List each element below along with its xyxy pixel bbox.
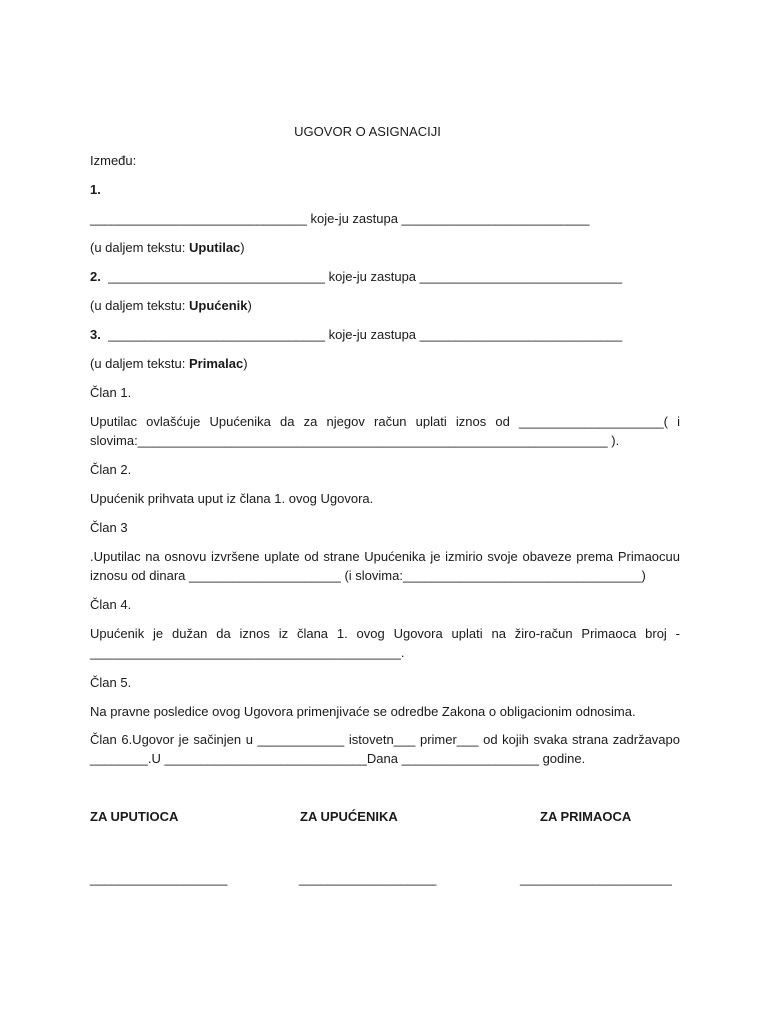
article6-line1: Član 6.Ugovor je sačinjen u ____________ istovetn___ primer___ od kojih svaka strana zadržavapo	[90, 732, 680, 747]
article2-heading: Član 2.	[90, 462, 132, 477]
article1-heading: Član 1.	[90, 385, 132, 400]
party2-note-prefix: (u daljem tekstu:	[90, 298, 189, 313]
article5-heading: Član 5.	[90, 675, 132, 690]
party2-number: 2.	[90, 269, 101, 284]
party1-note	[90, 239, 680, 257]
article3-line2: iznosu od dinara _____________________ (i slovima:_________________________________)	[90, 568, 646, 583]
article4-line2: ___________________________________________.	[90, 645, 405, 660]
between-label: Između:	[90, 153, 137, 168]
article2-text: Upućenik prihvata uput iz člana 1. ovog Ugovora.	[90, 491, 374, 506]
signature-label-upucenik: ZA UPUĆENIKA	[300, 809, 398, 824]
party1-number-text: 1.	[90, 182, 101, 197]
party3-note-suffix: )	[243, 356, 248, 371]
party3-note	[90, 355, 680, 373]
article5-text: Na pravne posledice ovog Ugovora primenjivaće se odredbe Zakona o obligacionim odnosima.	[90, 704, 636, 719]
signature-line-primalac: _____________________	[520, 871, 672, 886]
party2-row	[90, 268, 680, 286]
signature-line-upucenik: ___________________	[299, 871, 437, 886]
document-title: UGOVOR O ASIGNACIJI	[294, 124, 441, 139]
party1-note-prefix: (u daljem tekstu:	[90, 240, 189, 255]
party2-note	[90, 297, 680, 315]
party3-number: 3.	[90, 327, 101, 342]
article3-line1: .Uputilac na osnovu izvršene uplate od strane Upućenika je izmirio svoje obaveze prema Primaocuu	[90, 549, 680, 564]
party3-line: ______________________________ koje-ju zastupa ____________________________	[108, 327, 623, 342]
party1-number	[90, 181, 680, 199]
signature-line-uputilac: ___________________	[90, 871, 228, 886]
party1-role: Uputilac	[189, 240, 241, 255]
article1-line1: Uputilac ovlašćuje Upućenika da za njegov račun uplati iznos od ____________________( i	[90, 414, 680, 429]
party3-role: Primalac	[189, 356, 244, 371]
party3-row	[90, 326, 680, 344]
article4-line1: Upućenik je dužan da iznos iz člana 1. ovog Ugovora uplati na žiro-račun Primaoca broj -	[90, 626, 680, 641]
signature-label-primalac: ZA PRIMAOCA	[540, 809, 632, 824]
article4-heading: Član 4.	[90, 597, 132, 612]
party2-role: Upućenik	[189, 298, 248, 313]
article6-line2: ________.U ____________________________Dana ___________________ godine.	[90, 751, 586, 766]
party2-note-suffix: )	[247, 298, 252, 313]
party1-note-suffix: )	[240, 240, 245, 255]
party1-line: ______________________________ koje-ju zastupa __________________________	[90, 211, 590, 226]
party3-note-prefix: (u daljem tekstu:	[90, 356, 189, 371]
party2-line: ______________________________ koje-ju zastupa ____________________________	[108, 269, 623, 284]
article1-line2: slovima:_________________________________________________________________ ).	[90, 433, 620, 448]
signature-label-uputilac: ZA UPUTIOCA	[90, 809, 179, 824]
article3-heading: Član 3	[90, 520, 128, 535]
